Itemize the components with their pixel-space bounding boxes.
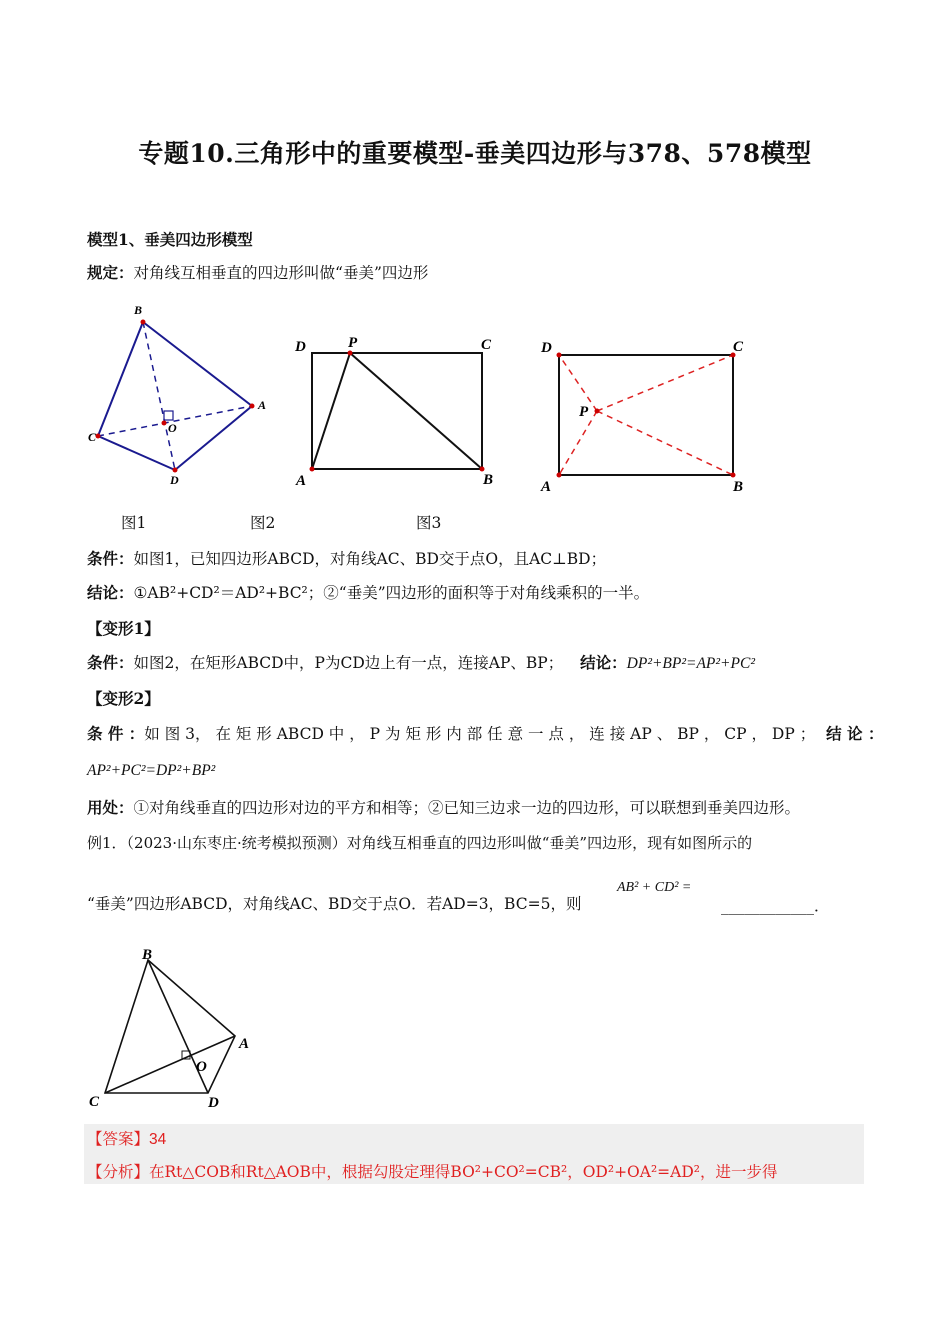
answer-blank: ____________． bbox=[721, 897, 830, 915]
variant1-cond-label: 条件： bbox=[87, 653, 134, 672]
analysis-label: 【分析】 bbox=[87, 1163, 150, 1181]
fig2-label-b: B bbox=[483, 472, 494, 488]
analysis-text: 在Rt△COB和Rt△AOB中，根据勾股定理得BO²+CO²=CB²，OD²+OA²=AD²，进一步得 bbox=[149, 1163, 778, 1181]
variant2-cond-text: 如 图 3， 在 矩 形 ABCD 中 ， P 为 矩 形 内 部 任 意 一 点 ， 连 接 AP 、 BP ， CP ， DP ； bbox=[144, 725, 816, 743]
answer-value: 34 bbox=[149, 1131, 167, 1148]
caption-fig1: 图1 bbox=[121, 514, 147, 532]
fig1-label-a: A bbox=[258, 398, 267, 412]
condition1-line bbox=[87, 548, 606, 570]
example1-formula: AB² + CD² = bbox=[617, 880, 692, 895]
fig3-label-a: A bbox=[541, 479, 552, 495]
rule-text: 对角线互相垂直的四边形叫做“垂美”四边形 bbox=[133, 264, 429, 282]
variant1-heading: 【变形1】 bbox=[87, 619, 160, 638]
variant1-concl-text: DP²+BP²=AP²+PC² bbox=[626, 655, 755, 672]
variant1-concl-label: 结论： bbox=[580, 653, 627, 672]
fig1-label-c: C bbox=[88, 430, 97, 444]
example1-line2 bbox=[87, 893, 581, 915]
figure-2 bbox=[290, 330, 505, 495]
conclusion1-label: 结论： bbox=[87, 583, 134, 602]
variant1-line bbox=[87, 652, 755, 675]
figure-3 bbox=[535, 335, 760, 500]
condition1-label: 条件： bbox=[87, 549, 134, 568]
caption-fig3: 图3 bbox=[416, 514, 442, 532]
conclusion1-line bbox=[87, 582, 649, 604]
usage-label: 用处： bbox=[87, 798, 134, 817]
conclusion1-text: ①AB²+CD²＝AD²+BC²；②“垂美”四边形的面积等于对角线乘积的一半。 bbox=[133, 584, 650, 602]
usage-line bbox=[87, 797, 800, 819]
example-label-d: D bbox=[208, 1095, 219, 1111]
rule-label: 规定： bbox=[87, 263, 134, 282]
variant2-heading: 【变形2】 bbox=[87, 689, 160, 708]
example-label-b: B bbox=[142, 947, 153, 963]
fig3-label-c: C bbox=[733, 339, 744, 355]
analysis-line bbox=[87, 1161, 778, 1183]
model1-heading: 模型1、垂美四边形模型 bbox=[87, 230, 253, 249]
example-label-o: O bbox=[196, 1059, 207, 1075]
usage-text: ①对角线垂直的四边形对边的平方和相等；②已知三边求一边的四边形，可以联想到垂美四边形。 bbox=[133, 799, 801, 817]
fig2-label-p: P bbox=[348, 335, 358, 351]
answer-label: 【答案】 bbox=[87, 1130, 150, 1148]
fig2-label-d: D bbox=[295, 339, 306, 355]
variant2-cond-label: 条 件 ： bbox=[87, 724, 145, 743]
fig3-label-d: D bbox=[541, 340, 552, 356]
example1-text: “垂美”四边形ABCD，对角线AC、BD交于点O．若AD=3，BC=5，则 bbox=[87, 895, 582, 913]
figure-1 bbox=[80, 298, 280, 498]
variant1-cond-text: 如图2，在矩形ABCD中，P为CD边上有一点，连接AP、BP； bbox=[133, 654, 564, 672]
rule-line bbox=[87, 262, 428, 284]
variant2-line bbox=[87, 723, 883, 745]
condition1-text: 如图1，已知四边形ABCD，对角线AC、BD交于点O，且AC⊥BD； bbox=[133, 550, 607, 568]
variant2-concl-label: 结 论 ： bbox=[826, 724, 884, 743]
fig3-label-b: B bbox=[733, 479, 744, 495]
variant2-concl-text: AP²+PC²=DP²+BP² bbox=[87, 762, 216, 779]
fig3-label-p: P bbox=[579, 404, 589, 420]
fig1-label-b: B bbox=[134, 303, 143, 317]
example-label-a: A bbox=[239, 1036, 250, 1052]
fig2-label-c: C bbox=[481, 337, 492, 353]
answer-line bbox=[87, 1128, 166, 1151]
example1-line1: 例1．（2023·山东枣庄·统考模拟预测）对角线互相垂直的四边形叫做“垂美”四边形，现有如图所示的 bbox=[87, 834, 753, 852]
fig1-label-o: O bbox=[168, 421, 177, 435]
example-figure bbox=[80, 940, 270, 1115]
page-title: 专题10.三角形中的重要模型-垂美四边形与378、578模型 bbox=[138, 139, 812, 168]
fig1-label-d: D bbox=[170, 473, 179, 487]
example-label-c: C bbox=[89, 1094, 100, 1110]
fig2-label-a: A bbox=[296, 473, 307, 489]
caption-fig2: 图2 bbox=[250, 514, 276, 532]
